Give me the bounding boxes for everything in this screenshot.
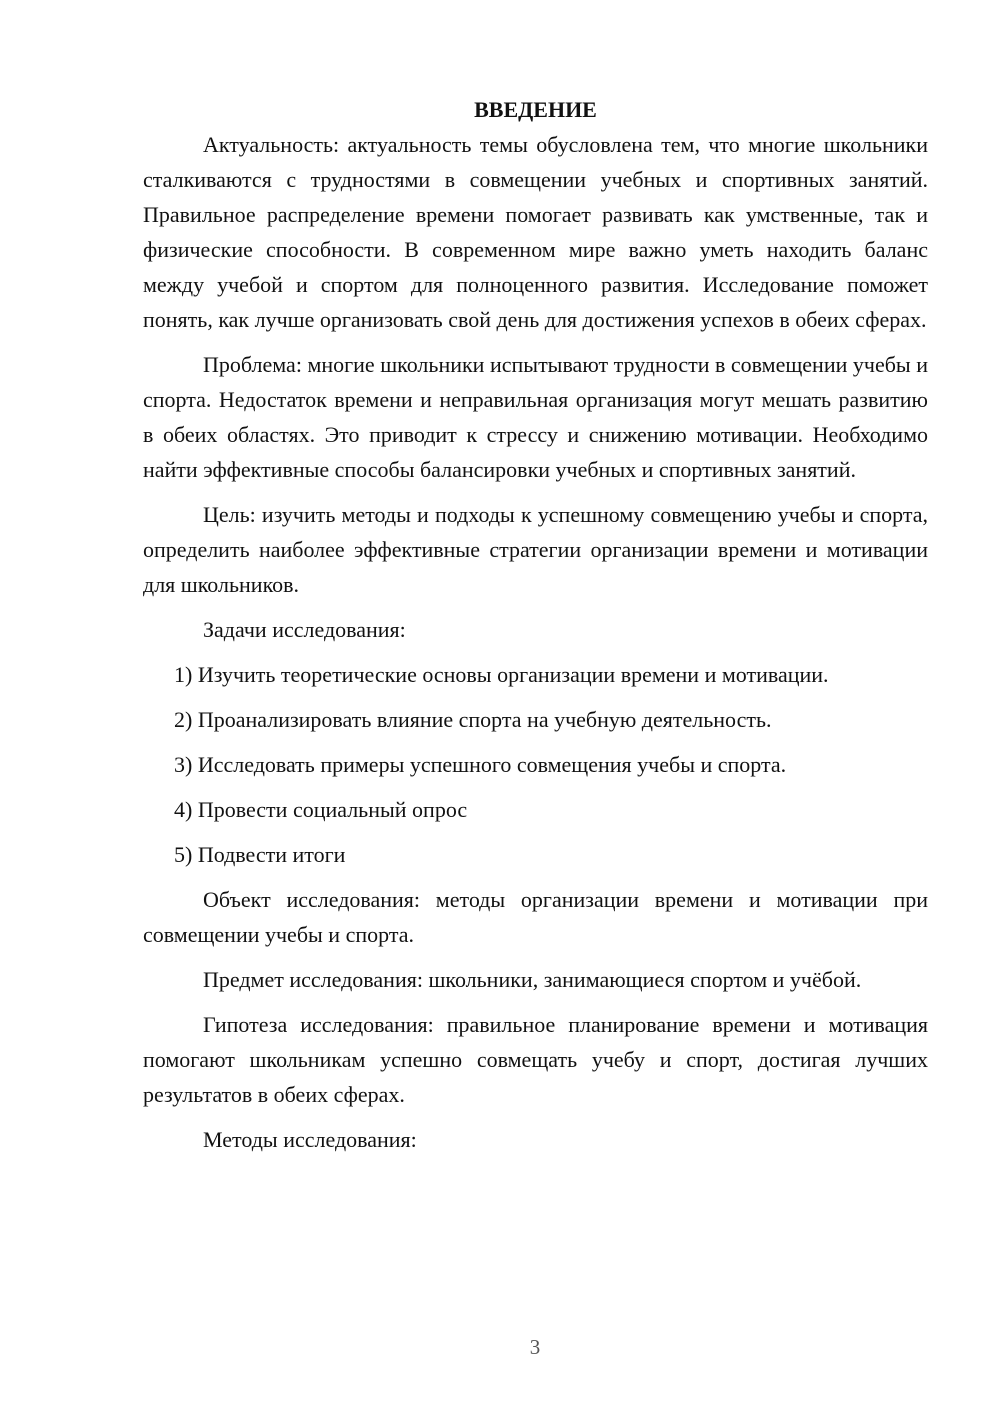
list-item: 5) Подвести итоги [174,842,346,867]
list-item: 1) Изучить теоретические основы организации времени и мотивации. [174,662,829,687]
paragraph-subject: Предмет исследования: школьники, занимающиеся спортом и учёбой. [203,967,862,992]
list-item: 3) Исследовать примеры успешного совмещения учебы и спорта. [174,752,787,777]
list-item: 4) Провести социальный опрос [174,797,468,822]
paragraph-hypothesis: Гипотеза исследования: правильное планирование времени и мотивация помогают школьникам успешно совмещать учебу и спорт, достигая лучших результатов в обеих сферах. [143,1012,928,1107]
page-number: 3 [529,1335,541,1359]
page-content [143,92,928,1167]
paragraph-object: Объект исследования: методы организации времени и мотивации при совмещении учебы и спорта. [143,887,928,947]
paragraph-goal: Цель: изучить методы и подходы к успешному совмещению учебы и спорта, определить наиболее эффективные стратегии организации времени и мотивации для школьников. [143,502,928,597]
page-title: ВВЕДЕНИЕ [474,97,597,122]
methods-heading: Методы исследования: [203,1127,417,1152]
paragraph-problem: Проблема: многие школьники испытывают трудности в совмещении учебы и спорта. Недостаток времени и неправильная организация могут мешать развитию в обеих областях. Это приводит к стрессу и снижению мотивации. Необходимо найти эффективные способы балансировки учебных и спортивных занятий. [143,352,928,482]
tasks-heading: Задачи исследования: [203,617,406,642]
paragraph-relevance: Актуальность: актуальность темы обусловлена тем, что многие школьники сталкиваются с трудностями в совмещении учебных и спортивных занятий. Правильное распределение времени помогает развивать как умственные, так и физические способности. В современном мире важно уметь находить баланс между учебой и спортом для полноценного развития. Исследование поможет понять, как лучше организовать свой день для достижения успехов в обеих сферах. [143,132,928,332]
list-item: 2) Проанализировать влияние спорта на учебную деятельность. [174,707,772,732]
